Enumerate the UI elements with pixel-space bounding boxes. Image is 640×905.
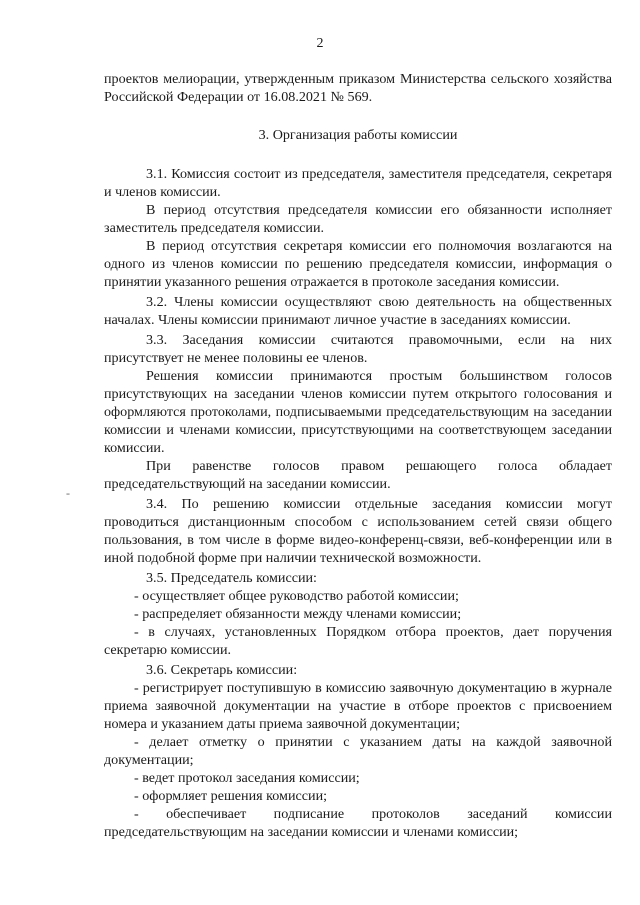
intro-paragraph: проектов мелиорации, утвержденным приказом Министерства сельского хозяйства Российской Федерации от 16.08.2021 № 569. [104,71,612,105]
list-item: - в случаях, установленных Порядком отбора проектов, дает поручения секретарю комиссии. [104,624,612,658]
list-item: - ведет протокол заседания комиссии; [134,770,360,786]
list-item: - регистрирует поступившую в комиссию заявочную документацию в журнале приема заявочной документации на участие в отборе проектов с присвоением номера и указанием даты приема заявочной документации; [104,680,612,732]
document-body [104,70,612,841]
paragraph-3-6: 3.6. Секретарь комиссии: [146,662,298,678]
paragraph: Решения комиссии принимаются простым большинством голосов присутствующих на заседании членов комиссии путем открытого голосования и оформляются протоколами, подписываемыми председательствующим на заседании комиссии и членами комиссии, присутствующими на соответствующем заседании комиссии. [104,368,612,456]
list-item: - осуществляет общее руководство работой комиссии; [134,588,459,604]
paragraph: В период отсутствия секретаря комиссии его полномочия возлагаются на одного из членов комиссии по решению председателя комиссии, информация о принятии указанного решения отражается в протоколе заседания комиссии. [104,238,612,290]
list-item: - оформляет решения комиссии; [134,788,328,804]
list-item: - делает отметку о принятии с указанием даты на каждой заявочной документации; [104,734,612,768]
page-number: 2 [316,36,324,51]
paragraph-3-2: 3.2. Члены комиссии осуществляют свою деятельность на общественных началах. Члены комиссии принимают личное участие в заседаниях комиссии. [104,294,612,328]
paragraph-3-5: 3.5. Председатель комиссии: [146,570,317,586]
list-item: - обеспечивает подписание протоколов заседаний комиссии председательствующим на заседании комиссии и членами комиссии; [104,806,612,840]
paragraph-3-3: 3.3. Заседания комиссии считаются правомочными, если на них присутствует не менее половины ее членов. [104,332,612,366]
margin-mark: - [66,486,70,500]
paragraph-3-1: 3.1. Комиссия состоит из председателя, заместителя председателя, секретаря и членов комиссии. [104,166,612,200]
list-item: - распределяет обязанности между членами комиссии; [134,606,462,622]
paragraph: В период отсутствия председателя комиссии его обязанности исполняет заместитель председателя комиссии. [104,202,612,236]
paragraph: При равенстве голосов правом решающего голоса обладает председательствующий на заседании комиссии. [104,458,612,492]
paragraph-3-4: 3.4. По решению комиссии отдельные заседания комиссии могут проводиться дистанционным способом с использованием сетей связи общего пользования, в том числе в форме видео-конференц-связи, веб-конференции или в иной подобной форме при наличии технической возможности. [104,496,612,566]
section-title: 3. Организация работы комиссии [258,127,458,143]
